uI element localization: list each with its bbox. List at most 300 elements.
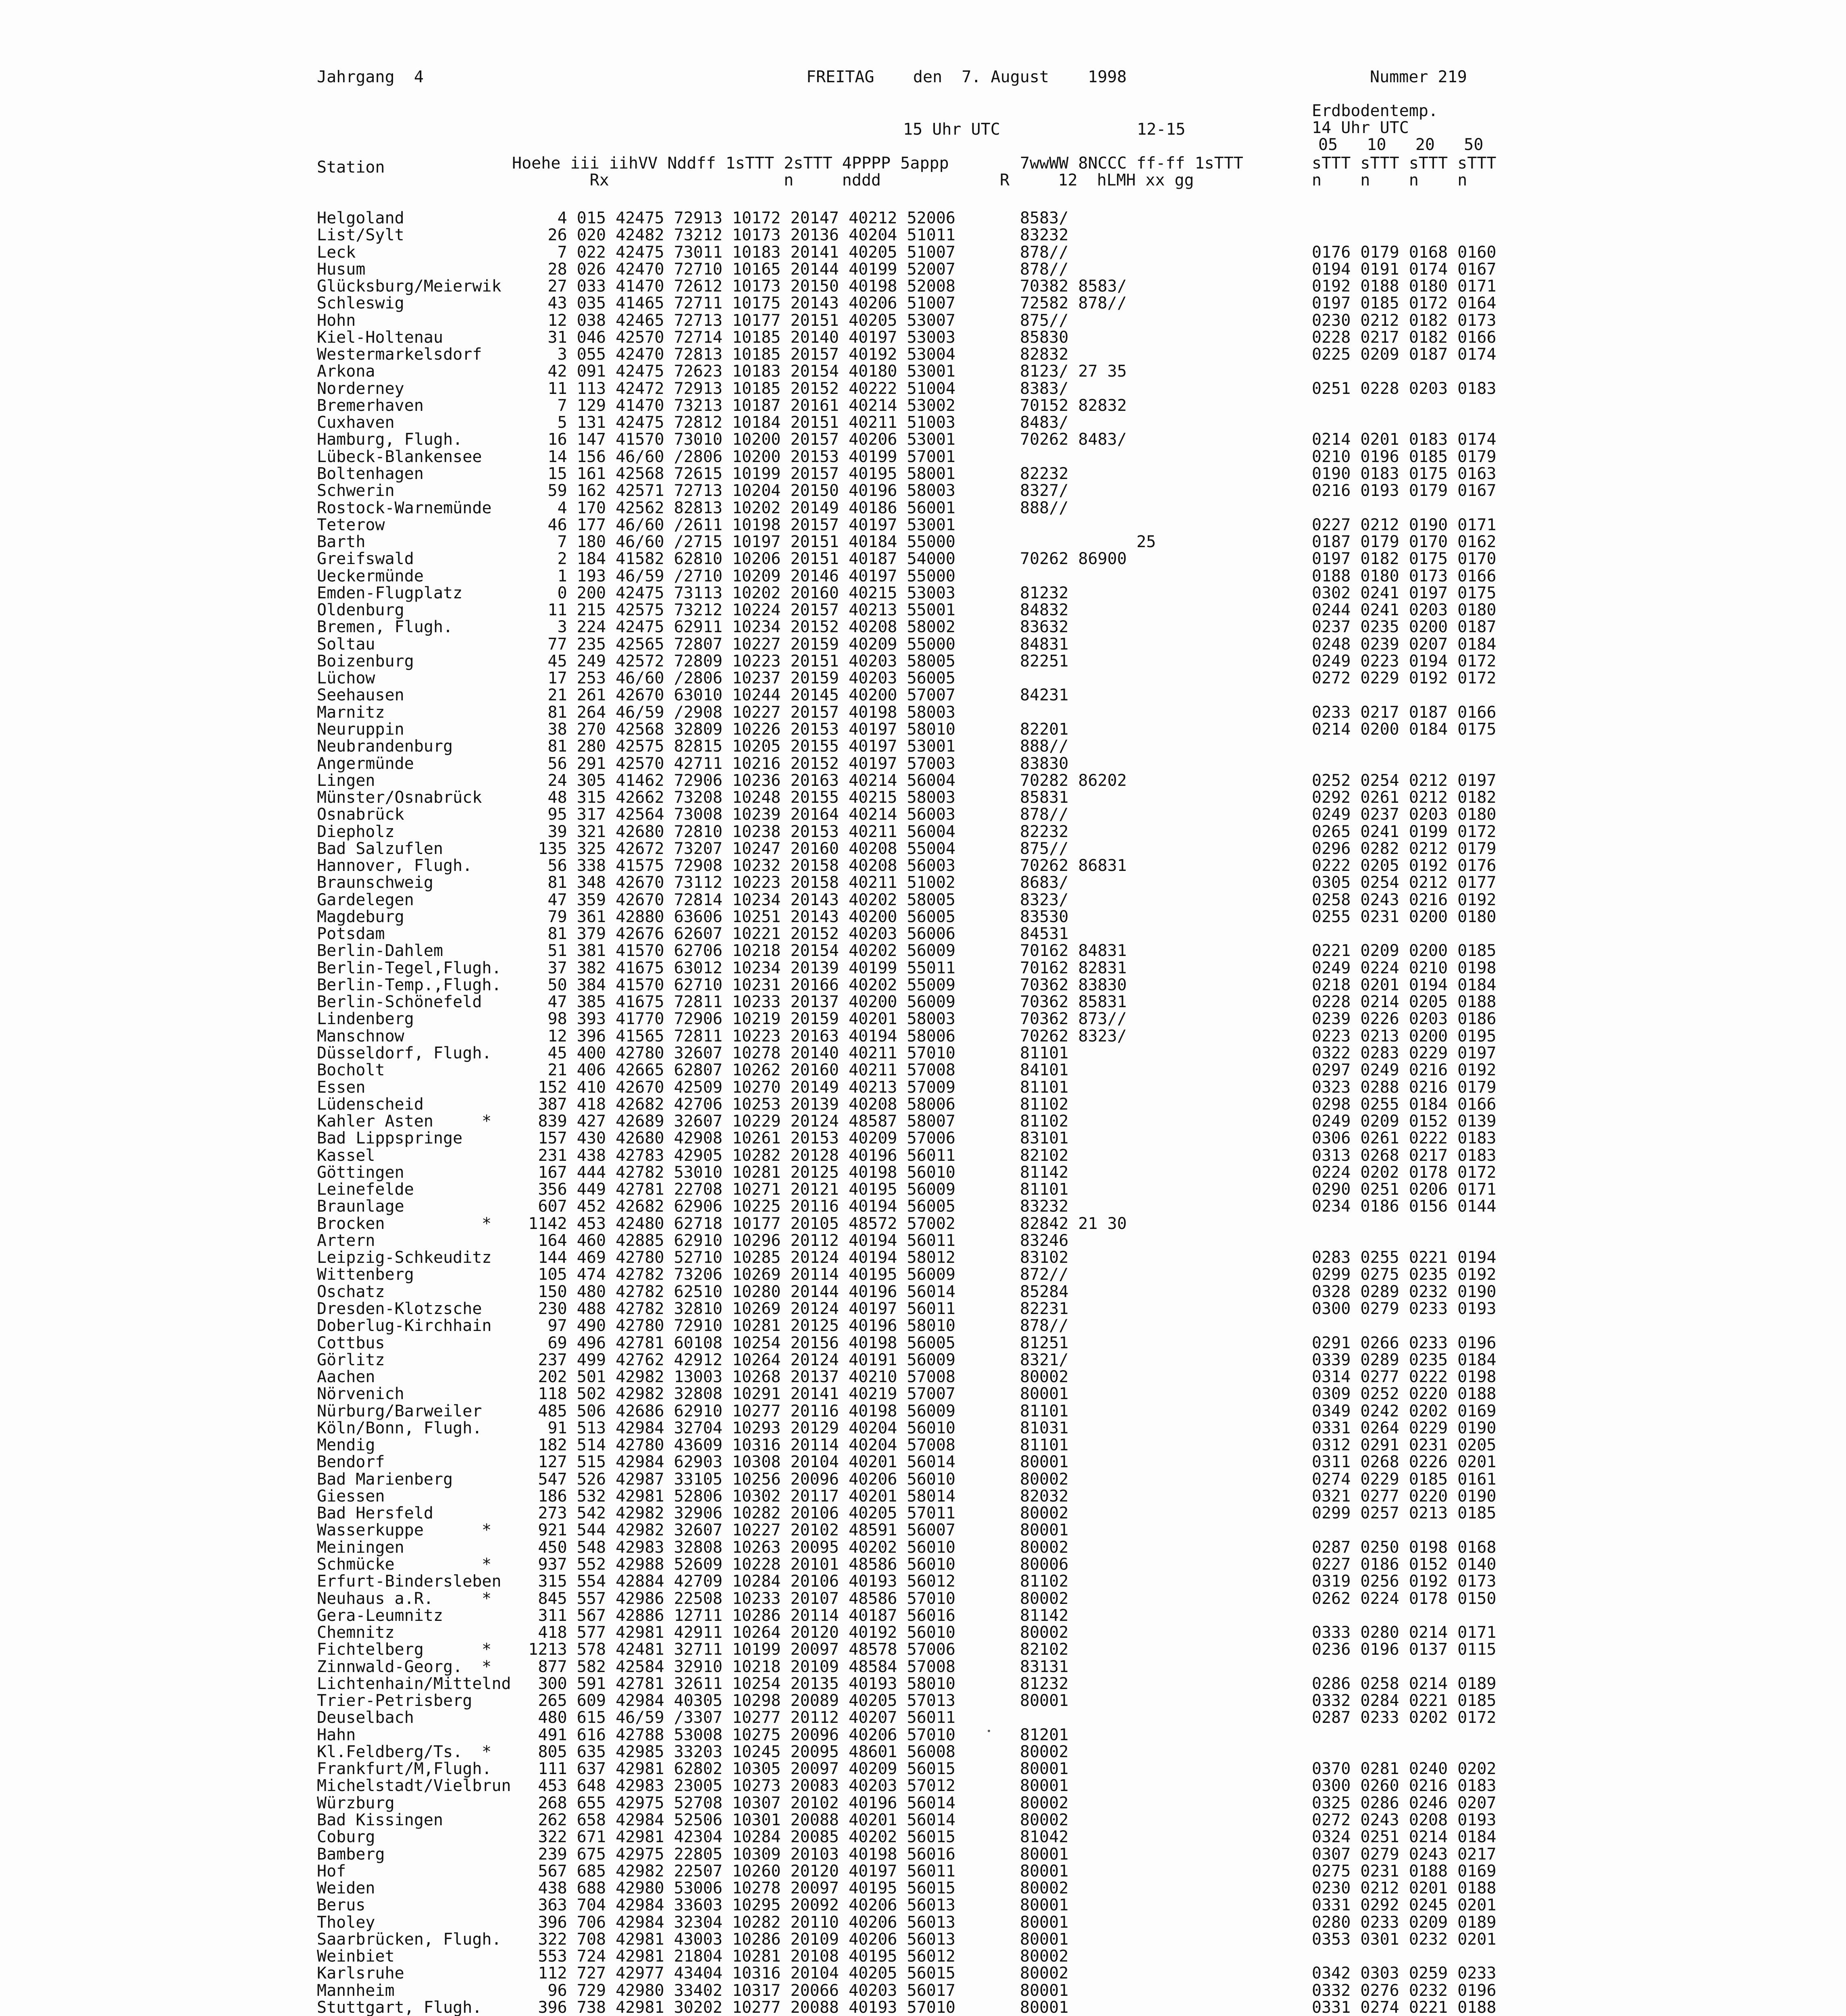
weather-codes: 85284 <box>1020 1282 1069 1301</box>
soil-temps: 0252 0254 0212 0197 <box>1312 771 1496 790</box>
soil-temps: 0221 0209 0200 0185 <box>1312 941 1496 960</box>
soil-temps: 0299 0257 0213 0185 <box>1312 1504 1496 1523</box>
mountain-marker <box>482 1863 494 1880</box>
synop-codes: 4 015 42475 72913 10172 20147 40212 52006 <box>557 209 955 227</box>
station-name: Gardelegen <box>317 890 414 909</box>
mountain-marker: * <box>482 1555 492 1574</box>
volume-label: Jahrgang 4 <box>317 68 424 86</box>
synop-codes: 1 193 46/59 /2710 10209 20146 40197 55000 <box>557 566 955 585</box>
soil-temps: 0314 0277 0222 0198 <box>1312 1368 1496 1387</box>
weather-codes: 81042 <box>1020 1828 1069 1847</box>
synop-codes: 50 384 41570 62710 10231 20166 40202 55009 <box>547 975 955 994</box>
station-name: Wasserkuppe <box>317 1521 424 1540</box>
synop-codes: 12 396 41565 72811 10223 20163 40194 58006 <box>547 1027 955 1045</box>
mountain-marker <box>482 1164 494 1181</box>
weather-codes: 8321/ <box>1020 1350 1069 1369</box>
station-name: Lüdenscheid <box>317 1095 424 1114</box>
mountain-marker <box>482 568 494 585</box>
station-name: Bad Marienberg <box>317 1470 453 1489</box>
mountain-marker <box>482 1454 494 1470</box>
synop-codes: 237 499 42762 42912 10264 20124 40191 56009 <box>538 1350 955 1369</box>
station-name: Oldenburg <box>317 601 404 620</box>
weather-codes: 83101 <box>1020 1129 1069 1148</box>
mountain-marker <box>482 1488 494 1505</box>
synop-codes: 21 261 42670 63010 10244 20145 40200 57007 <box>547 686 955 705</box>
station-name: Westermarkelsdorf <box>317 345 482 364</box>
soil-temps <box>1312 227 1642 244</box>
station-name: Kahler Asten <box>317 1112 433 1131</box>
synop-codes: 480 615 46/59 /3307 10277 20112 40207 56011 <box>538 1708 955 1727</box>
station-name: Artern <box>317 1231 375 1250</box>
soil-depths: 05 10 20 50 <box>1318 135 1484 154</box>
soil-temps: 0342 0303 0259 0233 <box>1312 1964 1496 1983</box>
mountain-marker <box>482 1368 494 1385</box>
soil-temps <box>1312 500 1642 516</box>
soil-temps: 0300 0260 0216 0183 <box>1312 1776 1496 1795</box>
station-name: Kiel-Holtenau <box>317 328 443 347</box>
weather-codes: 70362 873// <box>1020 1010 1127 1029</box>
weather-codes: 83632 <box>1020 618 1069 637</box>
soil-temps: 0321 0277 0220 0190 <box>1312 1487 1496 1506</box>
soil-temps: 0224 0202 0178 0172 <box>1312 1163 1496 1182</box>
mountain-marker <box>482 1266 494 1283</box>
station-name: Lichtenhain/Mittelnd <box>317 1674 511 1693</box>
soil-temps: 0210 0196 0185 0179 <box>1312 447 1496 466</box>
synop-codes: 45 249 42572 72809 10223 20151 40203 58005 <box>547 652 955 671</box>
station-name: Brocken <box>317 1214 385 1233</box>
weather-codes: 80001 <box>1020 1981 1069 2000</box>
synop-codes: 112 727 42977 43404 10316 20104 40205 56015 <box>538 1964 955 1983</box>
weather-codes: 80002 <box>1020 1879 1069 1898</box>
soil-temps: 0233 0217 0187 0166 <box>1312 703 1496 722</box>
weather-codes: 875// <box>1020 839 1069 858</box>
weather-codes: 8483/ <box>1020 413 1069 432</box>
weather-codes: 81102 <box>1020 1095 1069 1114</box>
mountain-marker <box>482 1999 494 2016</box>
weather-codes: 70282 86202 <box>1020 771 1127 790</box>
weather-codes: 8683/ <box>1020 873 1069 892</box>
mountain-marker: * <box>482 1589 492 1608</box>
station-name: Schmücke <box>317 1555 395 1574</box>
station-name: Gera-Leumnitz <box>317 1606 443 1625</box>
station-name: Braunschweig <box>317 873 433 892</box>
station-column-header: Station <box>317 158 385 177</box>
weather-codes: 83102 <box>1020 1248 1069 1267</box>
mountain-marker <box>482 1607 494 1624</box>
synop-codes: 17 253 46/60 /2806 10237 20159 40203 56005 <box>547 669 955 688</box>
mountain-marker <box>482 1965 494 1982</box>
soil-temps <box>1312 1522 1642 1539</box>
station-name: Boltenhagen <box>317 464 424 483</box>
synop-codes: 262 658 42984 52506 10301 20088 40201 56014 <box>538 1810 955 1829</box>
station-name: Braunlage <box>317 1197 404 1216</box>
synop-codes: 96 729 42980 33402 10317 20066 40203 56017 <box>547 1981 955 2000</box>
obs-period-12-15: 12-15 <box>1137 120 1186 139</box>
station-name: Husum <box>317 260 366 279</box>
mountain-marker <box>482 738 494 755</box>
station-name: Arkona <box>317 362 375 381</box>
weather-codes: 80002 <box>1020 1589 1069 1608</box>
synop-codes: 14 156 46/60 /2806 10200 20153 40199 57001 <box>547 447 955 466</box>
soil-temps: 0192 0188 0180 0171 <box>1312 277 1496 296</box>
station-name: Potsdam <box>317 925 385 943</box>
soil-temps <box>1312 1727 1642 1743</box>
weather-codes: 81232 <box>1020 583 1069 602</box>
station-name: Schleswig <box>317 294 404 313</box>
weather-codes: 84831 <box>1020 635 1069 654</box>
soil-temps: 0323 0288 0216 0179 <box>1312 1078 1496 1097</box>
weather-codes <box>1020 516 1302 533</box>
mountain-marker <box>482 210 494 227</box>
soil-temps: 0214 0200 0184 0175 <box>1312 720 1496 739</box>
weather-codes: 70162 84831 <box>1020 941 1127 960</box>
soil-temps: 0307 0279 0243 0217 <box>1312 1845 1496 1864</box>
synop-codes: 418 577 42981 42911 10264 20120 40192 56010 <box>538 1623 955 1642</box>
station-name: Münster/Osnabrück <box>317 788 482 807</box>
soil-temps <box>1312 1948 1642 1965</box>
mountain-marker <box>482 1385 494 1402</box>
station-name: Neubrandenburg <box>317 737 453 756</box>
synop-codes: 553 724 42981 21804 10281 20108 40195 56012 <box>538 1947 955 1966</box>
synop-codes: 273 542 42982 32906 10282 20106 40205 57011 <box>538 1504 955 1523</box>
mountain-marker <box>482 1335 494 1352</box>
weather-codes: 81101 <box>1020 1436 1069 1455</box>
synop-codes: 164 460 42885 62910 10296 20112 40194 56011 <box>538 1231 955 1250</box>
mountain-marker <box>482 516 494 533</box>
synop-codes: 356 449 42781 22708 10271 20121 40195 56009 <box>538 1180 955 1199</box>
soil-temps <box>1312 1743 1642 1760</box>
station-name: Cuxhaven <box>317 413 395 432</box>
mountain-marker <box>482 1300 494 1317</box>
mountain-marker <box>482 380 494 397</box>
station-name: Nörvenich <box>317 1385 404 1404</box>
weather-codes: 878// <box>1020 805 1069 824</box>
mountain-marker <box>482 1028 494 1045</box>
station-name: Seehausen <box>317 686 404 705</box>
mountain-marker <box>482 533 494 550</box>
synop-codes: 98 393 41770 72906 10219 20159 40201 58003 <box>547 1010 955 1029</box>
mountain-marker <box>482 1846 494 1863</box>
station-name: Oschatz <box>317 1282 385 1301</box>
station-name: Neuhaus a.R. <box>317 1589 433 1608</box>
soil-temps <box>1312 1658 1642 1675</box>
soil-temps: 0272 0229 0192 0172 <box>1312 669 1496 688</box>
station-name: Soltau <box>317 635 375 654</box>
mountain-marker <box>482 1948 494 1965</box>
mountain-marker <box>482 1249 494 1266</box>
station-name: Chemnitz <box>317 1623 395 1642</box>
soil-temps: 0333 0280 0214 0171 <box>1312 1623 1496 1642</box>
mountain-marker <box>482 1675 494 1692</box>
synop-codes: 127 515 42984 62903 10308 20104 40201 56014 <box>538 1453 955 1472</box>
soil-temps: 0255 0231 0200 0180 <box>1312 907 1496 926</box>
weather-codes: 81251 <box>1020 1333 1069 1352</box>
weather-codes: 80001 <box>1020 1760 1069 1779</box>
mountain-marker <box>482 755 494 772</box>
weather-codes: 81101 <box>1020 1044 1069 1063</box>
weather-codes: 82251 <box>1020 652 1069 671</box>
station-name: Lüchow <box>317 669 375 688</box>
mountain-marker <box>482 278 494 295</box>
synop-codes: 16 147 41570 73010 10200 20157 40206 53001 <box>547 430 955 449</box>
weather-codes: 80002 <box>1020 1810 1069 1829</box>
mountain-marker <box>482 1692 494 1709</box>
mountain-marker <box>482 806 494 823</box>
soil-temps: 0299 0275 0235 0192 <box>1312 1265 1496 1284</box>
mountain-marker <box>482 1812 494 1829</box>
synop-codes: 239 675 42975 22805 10309 20103 40198 56016 <box>538 1845 955 1864</box>
station-name: Mannheim <box>317 1981 395 2000</box>
station-name: Erfurt-Bindersleben <box>317 1572 502 1591</box>
station-name: Glücksburg/Meierwik <box>317 277 502 296</box>
soil-temps: 0291 0266 0233 0196 <box>1312 1333 1496 1352</box>
mountain-marker <box>482 1130 494 1147</box>
mountain-marker: * <box>482 1112 492 1131</box>
weather-codes: 72582 878// <box>1020 294 1127 313</box>
soil-temps: 0275 0231 0188 0169 <box>1312 1862 1496 1881</box>
synop-codes: 45 400 42780 32607 10278 20140 40211 57010 <box>547 1044 955 1063</box>
soil-temps: 0227 0186 0152 0140 <box>1312 1555 1496 1574</box>
synop-codes: 150 480 42782 62510 10280 20144 40196 56014 <box>538 1282 955 1301</box>
station-name: Emden-Flugplatz <box>317 583 463 602</box>
mountain-marker <box>482 1573 494 1590</box>
mountain-marker <box>482 431 494 448</box>
mountain-marker <box>482 670 494 687</box>
station-name: Göttingen <box>317 1163 404 1182</box>
synop-codes: 265 609 42984 40305 10298 20089 40205 57013 <box>538 1691 955 1710</box>
soil-temps: 0274 0229 0185 0161 <box>1312 1470 1496 1489</box>
station-name: Würzburg <box>317 1793 395 1812</box>
mountain-marker <box>482 823 494 840</box>
mountain-marker <box>482 602 494 619</box>
weather-codes: 81101 <box>1020 1180 1069 1199</box>
mountain-marker <box>482 261 494 278</box>
soil-groups-subheader: n n n n <box>1312 171 1467 190</box>
synop-codes: 567 685 42982 22507 10260 20120 40197 56011 <box>538 1862 955 1881</box>
weather-codes: 82232 <box>1020 464 1069 483</box>
soil-temps: 0188 0180 0173 0166 <box>1312 566 1496 585</box>
soil-temps: 0331 0292 0245 0201 <box>1312 1896 1496 1915</box>
mountain-marker <box>482 704 494 721</box>
mountain-marker <box>482 840 494 857</box>
weather-codes: 70262 8323/ <box>1020 1027 1127 1045</box>
issue-date: FREITAG den 7. August 1998 <box>806 68 1127 86</box>
weather-codes: 25 <box>1020 533 1156 552</box>
weather-codes: 85830 <box>1020 328 1069 347</box>
issue-number: Nummer 219 <box>1370 68 1467 86</box>
weather-codes: 878// <box>1020 243 1069 262</box>
station-name: Dresden-Klotzsche <box>317 1300 482 1318</box>
soil-temps: 0305 0254 0212 0177 <box>1312 873 1496 892</box>
soil-temp-time: 14 Uhr UTC <box>1312 119 1409 137</box>
mountain-marker <box>482 1079 494 1096</box>
synop-codes: 51 381 41570 62706 10218 20154 40202 56009 <box>547 941 955 960</box>
synop-codes: 322 671 42981 42304 10284 20085 40202 56015 <box>538 1828 955 1847</box>
soil-temps: 0370 0281 0240 0202 <box>1312 1760 1496 1779</box>
synop-codes: 921 544 42982 32607 10227 20102 48591 56007 <box>538 1521 955 1540</box>
station-name: Fichtelberg <box>317 1640 424 1659</box>
synop-codes: 438 688 42980 53006 10278 20097 40195 56015 <box>538 1879 955 1898</box>
synop-codes: 95 317 42564 73008 10239 20164 40214 56003 <box>547 805 955 824</box>
mountain-marker <box>482 346 494 363</box>
soil-temps: 0214 0201 0183 0174 <box>1312 430 1496 449</box>
mountain-marker <box>482 244 494 261</box>
weather-codes: 875// <box>1020 311 1069 330</box>
synop-codes: 91 513 42984 32704 10293 20129 40204 56010 <box>547 1418 955 1437</box>
weather-codes: 70262 86831 <box>1020 856 1127 875</box>
soil-temps: 0332 0276 0232 0196 <box>1312 1981 1496 2000</box>
station-name: Saarbrücken, Flugh. <box>317 1930 502 1949</box>
mountain-marker <box>482 789 494 806</box>
mountain-marker <box>482 908 494 925</box>
weather-codes: 82102 <box>1020 1640 1069 1659</box>
weather-codes: 70262 86900 <box>1020 550 1127 569</box>
weather-codes: 8123/ 27 35 <box>1020 362 1127 381</box>
soil-temps: 0249 0209 0152 0139 <box>1312 1112 1496 1131</box>
synop-codes: 387 418 42682 42706 10253 20139 40208 58006 <box>538 1095 955 1114</box>
synop-codes: 118 502 42982 32808 10291 20141 40219 57007 <box>538 1385 955 1404</box>
station-name: Leipzig-Schkeuditz <box>317 1248 492 1267</box>
mountain-marker <box>482 653 494 670</box>
station-name: Düsseldorf, Flugh. <box>317 1044 492 1063</box>
weather-codes: 82232 <box>1020 822 1069 841</box>
station-name: Kassel <box>317 1146 375 1165</box>
soil-temps: 0286 0258 0214 0189 <box>1312 1674 1496 1693</box>
weather-codes: 83232 <box>1020 226 1069 245</box>
synop-codes: 0 200 42475 73113 10202 20160 40215 53003 <box>557 583 955 602</box>
synop-codes: 607 452 42682 62906 10225 20116 40194 56005 <box>538 1197 955 1216</box>
station-name: Zinnwald-Georg. <box>317 1657 463 1676</box>
synop-codes: 39 321 42680 72810 10238 20153 40211 56004 <box>547 822 955 841</box>
station-column <box>317 209 511 2016</box>
station-name: Lübeck-Blankensee <box>317 447 482 466</box>
synop-codes: 26 020 42482 73212 10173 20136 40204 51011 <box>547 226 955 245</box>
synop-codes: 46 177 46/60 /2611 10198 20157 40197 53001 <box>547 515 955 534</box>
soil-temps: 0228 0214 0205 0188 <box>1312 993 1496 1012</box>
mountain-marker <box>482 1317 494 1334</box>
soil-temps: 0272 0243 0208 0193 <box>1312 1810 1496 1829</box>
weather-codes: 84101 <box>1020 1061 1069 1080</box>
synop-codes: 28 026 42470 72710 10165 20144 40199 52007 <box>547 260 955 279</box>
synop-codes: 311 567 42886 12711 10286 20114 40187 56016 <box>538 1606 955 1625</box>
station-name: Norderney <box>317 379 404 398</box>
weather-codes: 80001 <box>1020 1913 1069 1932</box>
weather-codes: 81102 <box>1020 1572 1069 1591</box>
soil-temps: 0302 0241 0197 0175 <box>1312 583 1496 602</box>
weather-codes: 80002 <box>1020 1964 1069 1983</box>
synop-codes: 81 348 42670 73112 10223 20158 40211 51002 <box>547 873 955 892</box>
mountain-marker <box>482 1420 494 1437</box>
station-name: Weiden <box>317 1879 375 1898</box>
mountain-marker: * <box>482 1214 492 1233</box>
synop-codes: 24 305 41462 72906 10236 20163 40214 56004 <box>547 771 955 790</box>
weather-codes: 878// <box>1020 260 1069 279</box>
weather-codes: 84832 <box>1020 601 1069 620</box>
synop-codes: 3 224 42475 62911 10234 20152 40208 58002 <box>557 618 955 637</box>
station-name: Hof <box>317 1862 346 1881</box>
soil-temps: 0230 0212 0182 0173 <box>1312 311 1496 330</box>
station-name: Hohn <box>317 311 356 330</box>
soil-temps: 0197 0185 0172 0164 <box>1312 294 1496 313</box>
synop-codes: 1142 453 42480 62718 10177 20105 48572 57002 <box>528 1214 955 1233</box>
weather-codes: 81101 <box>1020 1078 1069 1097</box>
synop-groups-header: Hoehe iii iihVV Nddff 1sTTT 2sTTT 4PPPP 5appp <box>512 154 949 173</box>
station-name: Schwerin <box>317 481 395 500</box>
soil-temps: 0228 0217 0182 0166 <box>1312 328 1496 347</box>
soil-temps: 0297 0249 0216 0192 <box>1312 1061 1496 1080</box>
weather-codes: 81101 <box>1020 1402 1069 1420</box>
station-name: Manschnow <box>317 1027 404 1045</box>
mountain-marker <box>482 1010 494 1027</box>
soil-temps <box>1312 363 1642 380</box>
synop-codes: 4 170 42562 82813 10202 20149 40186 56001 <box>557 498 955 517</box>
mountain-marker <box>482 925 494 942</box>
mountain-marker <box>482 1709 494 1726</box>
station-name: Berlin-Temp.,Flugh. <box>317 975 502 994</box>
soil-groups-header: sTTT sTTT sTTT sTTT <box>1312 154 1496 173</box>
synop-codes: 186 532 42981 52806 10302 20117 40201 58014 <box>538 1487 955 1506</box>
synop-codes: 1213 578 42481 32711 10199 20097 48578 57006 <box>528 1640 955 1659</box>
synop-codes: 3 055 42470 72813 10185 20157 40192 53004 <box>557 345 955 364</box>
weather-codes: 84531 <box>1020 925 1069 943</box>
weather-codes: 83131 <box>1020 1657 1069 1676</box>
scan-speck <box>988 1730 990 1732</box>
station-name: List/Sylt <box>317 226 404 245</box>
weather-codes: 80002 <box>1020 1368 1069 1387</box>
weather-codes: 70362 83830 <box>1020 975 1127 994</box>
soil-temps: 0353 0301 0232 0201 <box>1312 1930 1496 1949</box>
station-name: Lingen <box>317 771 375 790</box>
station-name: Diepholz <box>317 822 395 841</box>
soil-temps <box>1312 1232 1642 1249</box>
soil-temp-column <box>1312 210 1642 2016</box>
mountain-marker <box>482 1880 494 1897</box>
synop-codes: 7 022 42475 73011 10183 20141 40205 51007 <box>557 243 955 262</box>
mountain-marker <box>482 1897 494 1914</box>
station-name: Neuruppin <box>317 720 404 739</box>
mountain-marker <box>482 1181 494 1198</box>
weather-codes: 80001 <box>1020 1521 1069 1540</box>
synop-codes: 157 430 42680 42908 10261 20153 40209 57006 <box>538 1129 955 1148</box>
mountain-marker: * <box>482 1742 492 1761</box>
synop-codes: 79 361 42880 63606 10251 20143 40200 56005 <box>547 907 955 926</box>
synop-codes: 937 552 42988 52609 10228 20101 48586 56010 <box>538 1555 955 1574</box>
soil-temps: 0187 0179 0170 0162 <box>1312 533 1496 552</box>
soil-temps: 0194 0191 0174 0167 <box>1312 260 1496 279</box>
station-name: Giessen <box>317 1487 385 1506</box>
soil-temps <box>1312 1215 1642 1232</box>
soil-temps <box>1312 414 1642 431</box>
weather-codes: 82201 <box>1020 720 1069 739</box>
soil-temps: 0309 0252 0220 0188 <box>1312 1385 1496 1404</box>
soil-temps: 0292 0261 0212 0182 <box>1312 788 1496 807</box>
mountain-marker <box>482 874 494 891</box>
weather-codes: 8323/ <box>1020 890 1069 909</box>
station-name: Berlin-Dahlem <box>317 941 443 960</box>
soil-temps: 0225 0209 0187 0174 <box>1312 345 1496 364</box>
mountain-marker: * <box>482 1521 492 1540</box>
mountain-marker <box>482 1539 494 1556</box>
station-name: Barth <box>317 533 366 552</box>
synop-codes: 491 616 42788 53008 10275 20096 40206 57010 <box>538 1725 955 1744</box>
soil-temps <box>1312 1607 1642 1624</box>
station-name: Berlin-Tegel,Flugh. <box>317 958 502 977</box>
weather-codes: 81142 <box>1020 1163 1069 1182</box>
synop-codes: 182 514 42780 43609 10316 20114 40204 57008 <box>538 1436 955 1455</box>
weather-codes: 80001 <box>1020 1385 1069 1404</box>
weather-codes: 8383/ <box>1020 379 1069 398</box>
soil-temps: 0328 0289 0232 0190 <box>1312 1282 1496 1301</box>
